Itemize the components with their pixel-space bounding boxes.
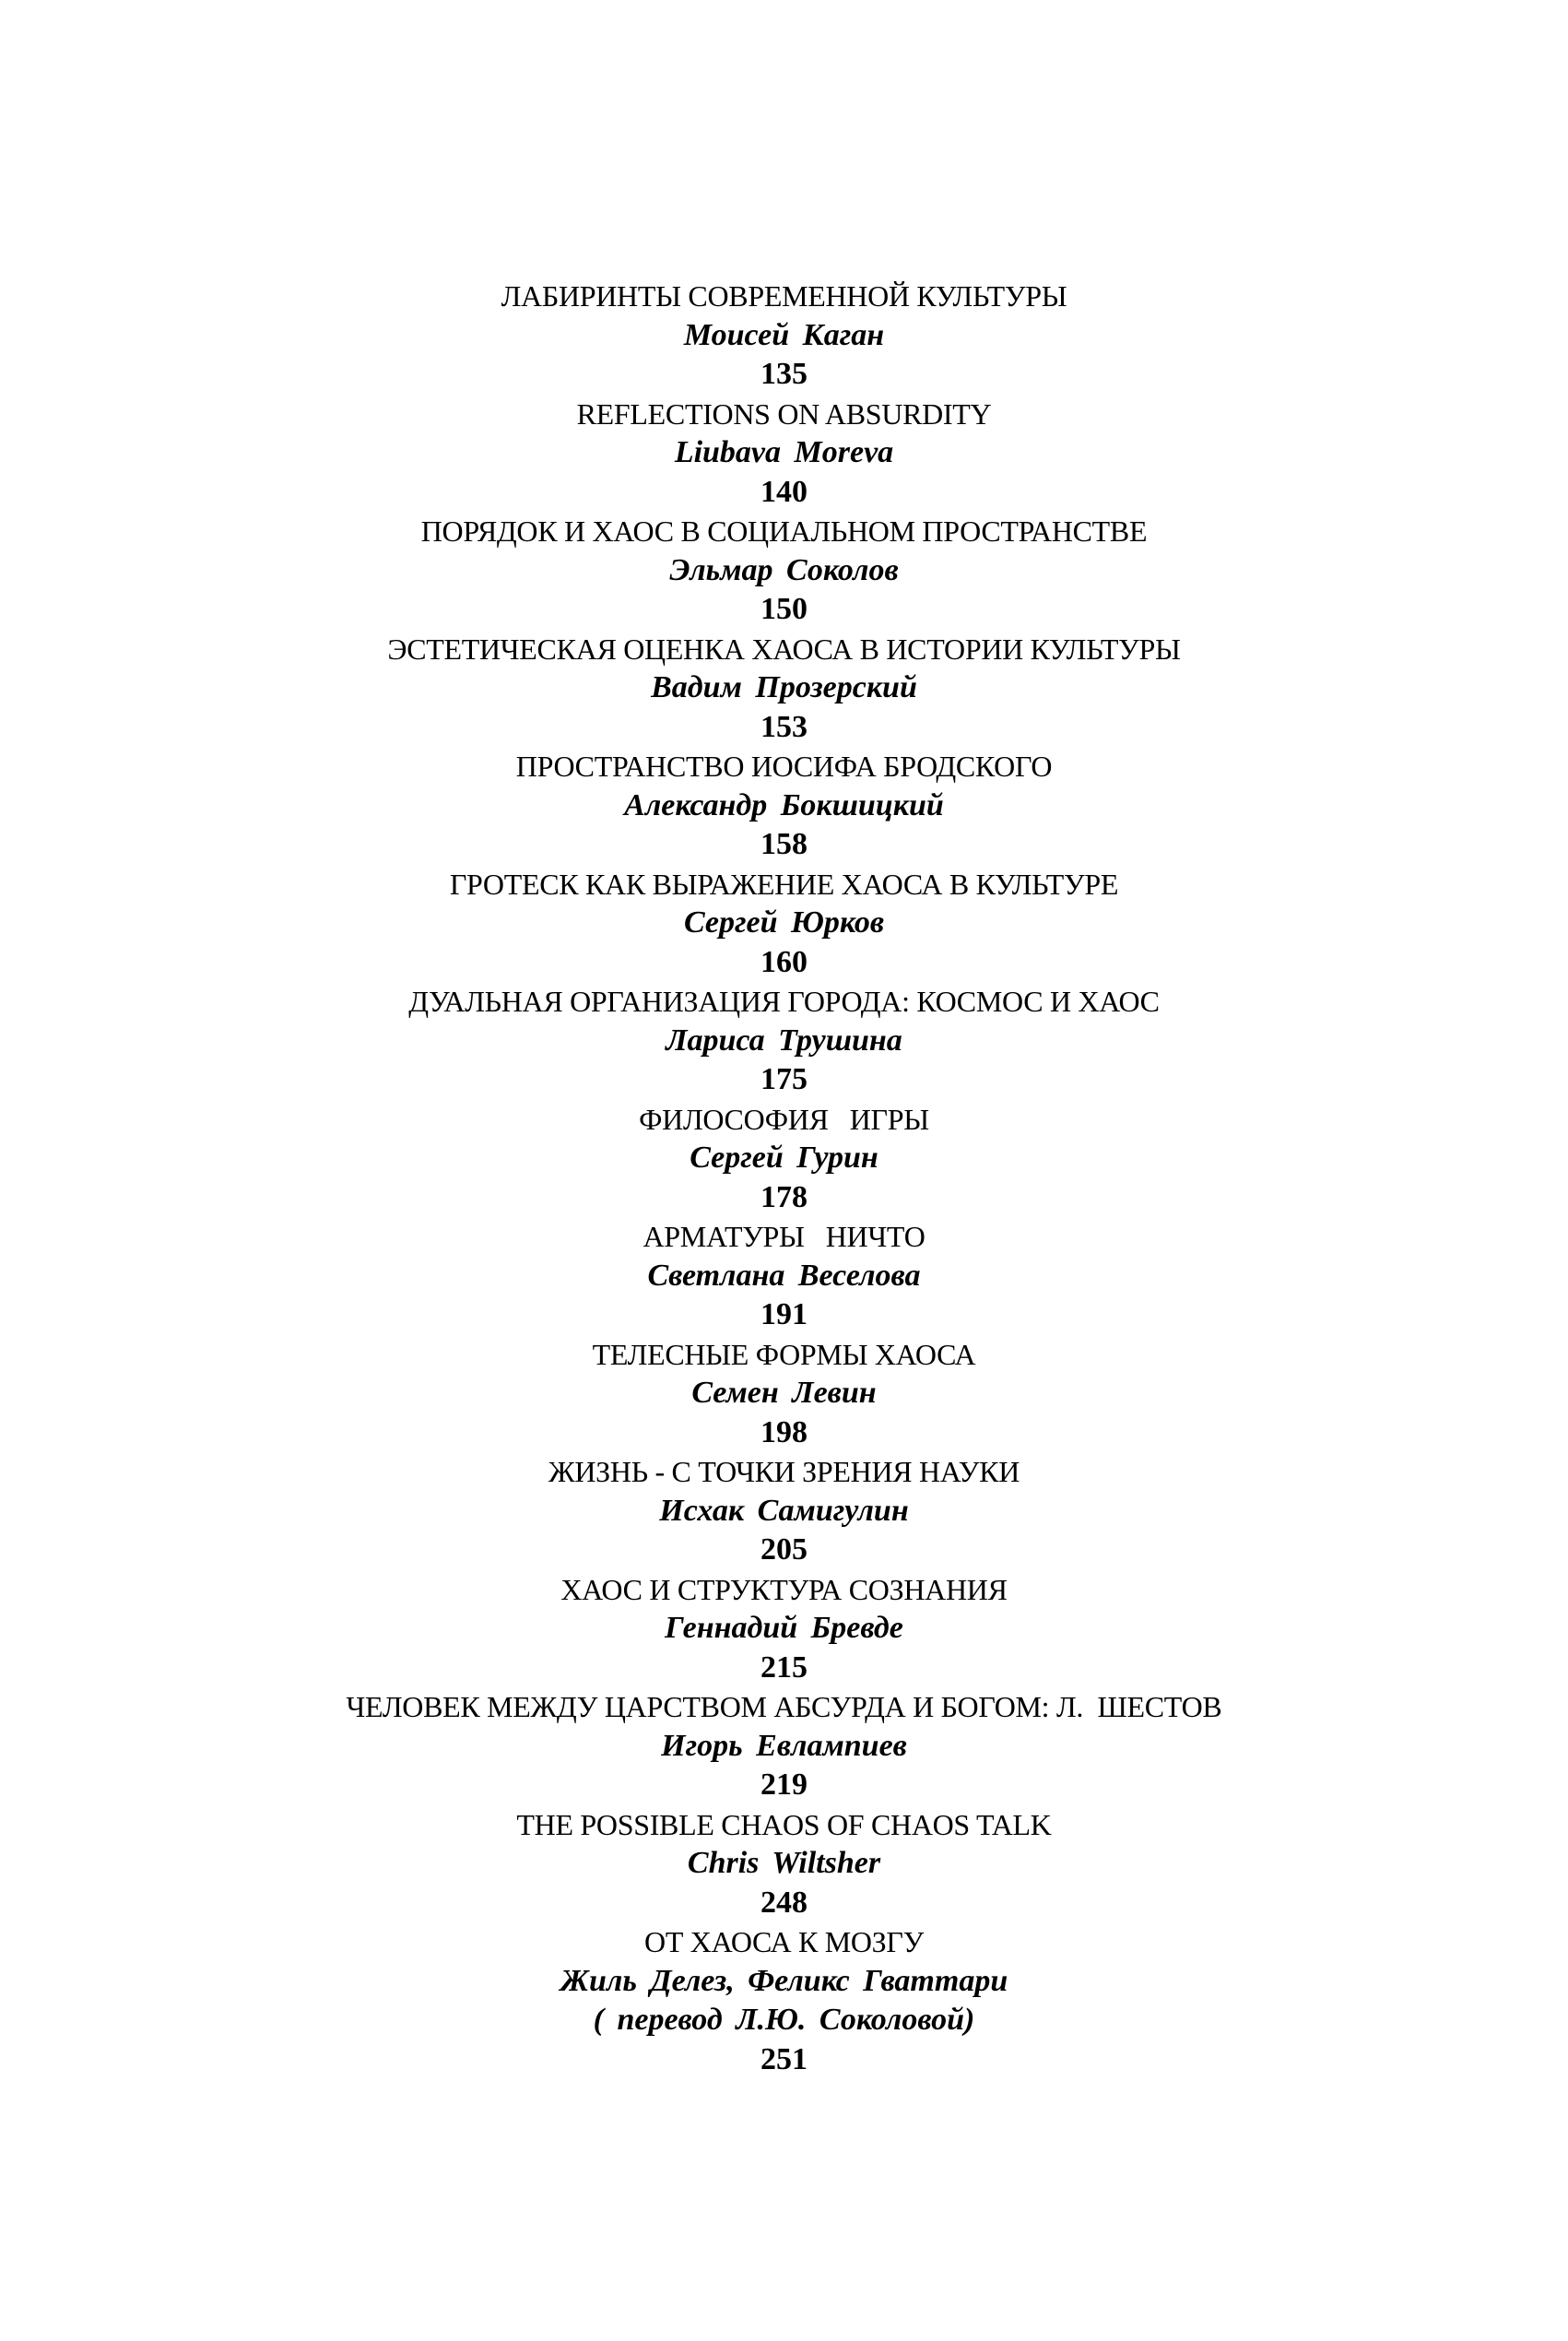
article-author: Эльмар Соколов — [669, 552, 899, 587]
article-title: ЖИЗНЬ - С ТОЧКИ ЗРЕНИЯ НАУКИ — [548, 1455, 1020, 1488]
article-title: ОТ ХАОСА К МОЗГУ — [644, 1925, 924, 1958]
article-author: Сергей Юрков — [683, 905, 885, 940]
article-author: Моисей Каган — [683, 317, 885, 352]
article-title: АРМАТУРЫ НИЧТО — [643, 1220, 925, 1253]
article-title: ГРОТЕСК КАК ВЫРАЖЕНИЕ ХАОСА В КУЛЬТУРЕ — [449, 867, 1119, 901]
article-author: Светлана Веселова — [647, 1258, 921, 1293]
article-author: Игорь Евлампиев — [661, 1728, 907, 1763]
article-title: ЧЕЛОВЕК МЕЖДУ ЦАРСТВОМ АБСУРДА И БОГОМ: Л. ШЕСТОВ — [346, 1690, 1222, 1723]
article-author: Вадим Прозерский — [651, 670, 917, 704]
toc-entry — [0, 277, 1568, 395]
page-number: 150 — [760, 592, 808, 626]
article-author: Лариса Трушина — [666, 1023, 902, 1058]
article-title: ТЕЛЕСНЫЕ ФОРМЫ ХАОСА — [592, 1337, 976, 1371]
toc-entry — [0, 630, 1568, 748]
toc-entry — [0, 395, 1568, 513]
article-title: REFLECTIONS ON ABSURDITY — [576, 396, 992, 431]
article-title: ХАОС И СТРУКТУРА СОЗНАНИЯ — [560, 1572, 1008, 1606]
page-number: 178 — [760, 1179, 808, 1214]
article-title: THE POSSIBLE CHAOS OF CHAOS TALK — [516, 1807, 1052, 1841]
article-author: Сергей Гурин — [690, 1141, 878, 1175]
article-author: Геннадий Бревде — [665, 1611, 903, 1645]
toc-entry — [0, 1217, 1568, 1335]
article-title: ФИЛОСОФИЯ ИГРЫ — [639, 1102, 929, 1136]
toc-entry — [0, 1687, 1568, 1805]
article-author: Жиль Делез, Феликс Гваттари — [560, 1963, 1008, 1998]
toc-entry — [0, 1805, 1568, 1923]
table-of-contents — [0, 277, 1568, 2079]
translator-note: ( перевод Л.Ю. Соколовой) — [593, 2003, 975, 2037]
article-title: ПРОСТРАНСТВО ИОСИФА БРОДСКОГО — [515, 750, 1053, 783]
article-title: ПОРЯДОК И ХАОС В СОЦИАЛЬНОМ ПРОСТРАНСТВЕ — [420, 514, 1148, 548]
page-number: 175 — [760, 1062, 808, 1096]
page-number: 205 — [760, 1532, 808, 1567]
article-title: ЭСТЕТИЧЕСКАЯ ОЦЕНКА ХАОСА В ИСТОРИИ КУЛЬТУРЫ — [387, 632, 1181, 666]
toc-entry — [0, 1452, 1568, 1570]
article-author: Семен Левин — [691, 1376, 877, 1410]
page-number: 198 — [760, 1414, 808, 1449]
article-author: Liubava Moreva — [674, 435, 894, 469]
toc-entry — [0, 1335, 1568, 1453]
page-number: 160 — [760, 944, 808, 979]
toc-entry — [0, 747, 1568, 865]
toc-entry — [0, 512, 1568, 630]
page-number: 191 — [760, 1297, 808, 1331]
toc-entry — [0, 865, 1568, 983]
article-author: Chris Wiltsher — [687, 1846, 881, 1880]
article-title: ДУАЛЬНАЯ ОРГАНИЗАЦИЯ ГОРОДА: КОСМОС И ХАОС — [408, 985, 1160, 1018]
page-number: 158 — [760, 827, 808, 861]
page-number: 140 — [760, 474, 808, 509]
page-number: 248 — [760, 1885, 808, 1920]
article-author: Исхак Самигулин — [659, 1493, 909, 1528]
toc-entry — [0, 1922, 1568, 2079]
toc-entry — [0, 982, 1568, 1100]
article-title: ЛАБИРИНТЫ СОВРЕМЕННОЙ КУЛЬТУРЫ — [501, 279, 1067, 313]
page-number: 251 — [760, 2041, 808, 2076]
toc-entry — [0, 1570, 1568, 1688]
article-author: Александр Бокшицкий — [624, 787, 944, 822]
page-number: 215 — [760, 1649, 808, 1685]
page-number: 153 — [760, 709, 808, 744]
toc-entry — [0, 1100, 1568, 1218]
page-number: 219 — [760, 1768, 808, 1802]
page-number: 135 — [760, 357, 808, 391]
